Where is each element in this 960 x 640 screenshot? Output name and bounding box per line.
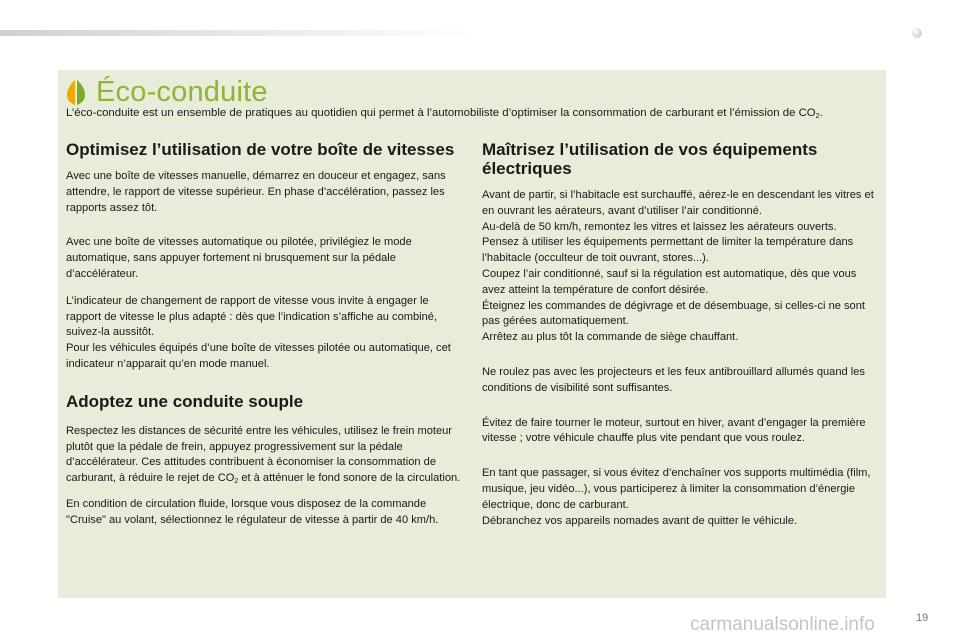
heading-gearbox: Optimisez l’utilisation de votre boîte de vitesses — [66, 140, 455, 159]
eco-leaf-icon — [66, 78, 86, 106]
paragraph-headlights: Ne roulez pas avec les projecteurs et les feux antibrouillard allumés quand les conditions de visibilité sont suffisantes. — [482, 365, 865, 394]
corner-dot — [912, 28, 922, 38]
intro-paragraph: L’éco-conduite est un ensemble de pratiques au quotidien qui permet à l’automobiliste d’optimiser la consommation de carburant et l’émission de $CO_2$. — [66, 107, 823, 120]
paragraph-defrost: Éteignez les commandes de dégivrage et de désembuage, si celles-ci ne sont pas gérées automatiquement. — [482, 299, 865, 328]
heading-electrical-equipment: Maîtrisez l’utilisation de vos équipements électriques — [482, 140, 818, 178]
heading-smooth-driving: Adoptez une conduite souple — [66, 391, 304, 411]
paragraph-gear-indicator: L’indicateur de changement de rapport de vitesse vous invite à engager le rapport de vitesse le plus adapté : dès que l’indication s’affiche au combiné, suivez-la aussitôt. — [66, 294, 438, 339]
watermark: carmanualsonline.info — [690, 614, 875, 635]
paragraph-windows: Au-delà de 50 km/h, remontez les vitres et laissez les aérateurs ouverts. — [482, 220, 837, 233]
paragraph-multimedia: En tant que passager, si vous évitez d’enchaîner vos supports multimédia (film, musique, jeu vidéo...), vous participerez à limiter la consommation d’énergie électrique, donc de carburant. — [482, 467, 871, 511]
paragraph-engine-idle: Évitez de faire tourner le moteur, surtout en hiver, avant d’engager la première vitesse ; votre véhicule chauffe plus vite pendant que vous roulez. — [482, 416, 866, 445]
paragraph-safety-distances: Respectez les distances de sécurité entre les véhicules, utilisez le frein moteur plutôt que la pédale de frein, appuyez progressivement sur la pédale d’accélérateur. Ces attitudes contribuent à économiser la consommation de carburant, à réduire le rejet de $CO_2$ et à atténuer le fond sonore de la circulation. — [66, 424, 461, 486]
title-row — [66, 76, 268, 108]
paragraph-cruise-control: En condition de circulation fluide, lorsque vous disposez de la commande "Cruise" au volant, sélectionnez le régulateur de vitesse à partir de 40 km/h. — [66, 497, 439, 526]
top-decorative-rule — [0, 30, 480, 36]
paragraph-air-conditioning: Coupez l’air conditionné, sauf si la régulation est automatique, dès que vous avez atteint la température de confort désirée. — [482, 267, 857, 296]
left-column — [66, 140, 462, 529]
paragraph-indicator-manual-mode: Pour les véhicules équipés d’une boîte de vitesses pilotée ou automatique, cet indicateur n’apparait qu’en mode manuel. — [66, 342, 451, 370]
paragraph-ventilation: Avant de partir, si l’habitacle est surchauffé, aérez-le en descendant les vitres et en ouvrant les aérateurs, avant d’utiliser l’air conditionné. — [482, 189, 874, 217]
page-title: Éco-conduite — [96, 75, 268, 108]
paragraph-cabin-temperature: Pensez à utiliser les équipements permettant de limiter la température dans l’habitacle (occulteur de toit ouvrant, stores...). — [482, 236, 854, 265]
paragraph-heated-seat: Arrêtez au plus tôt la commande de siège chauffant. — [482, 331, 739, 344]
paragraph-automatic-gearbox: Avec une boîte de vitesses automatique ou pilotée, privilégiez le mode automatique, sans appuyer fortement ni brusquement sur la pédale d’accélérateur. — [66, 236, 412, 280]
right-column — [482, 140, 878, 529]
paragraph-nomadic-devices: Débranchez vos appareils nomades avant de quitter le véhicule. — [482, 514, 798, 527]
page-number: 19 — [916, 612, 929, 624]
paragraph-manual-gearbox: Avec une boîte de vitesses manuelle, démarrez en douceur et engagez, sans attendre, le rapport de vitesse supérieur. En phase d’accélération, passez les rapports assez tôt. — [66, 170, 446, 214]
